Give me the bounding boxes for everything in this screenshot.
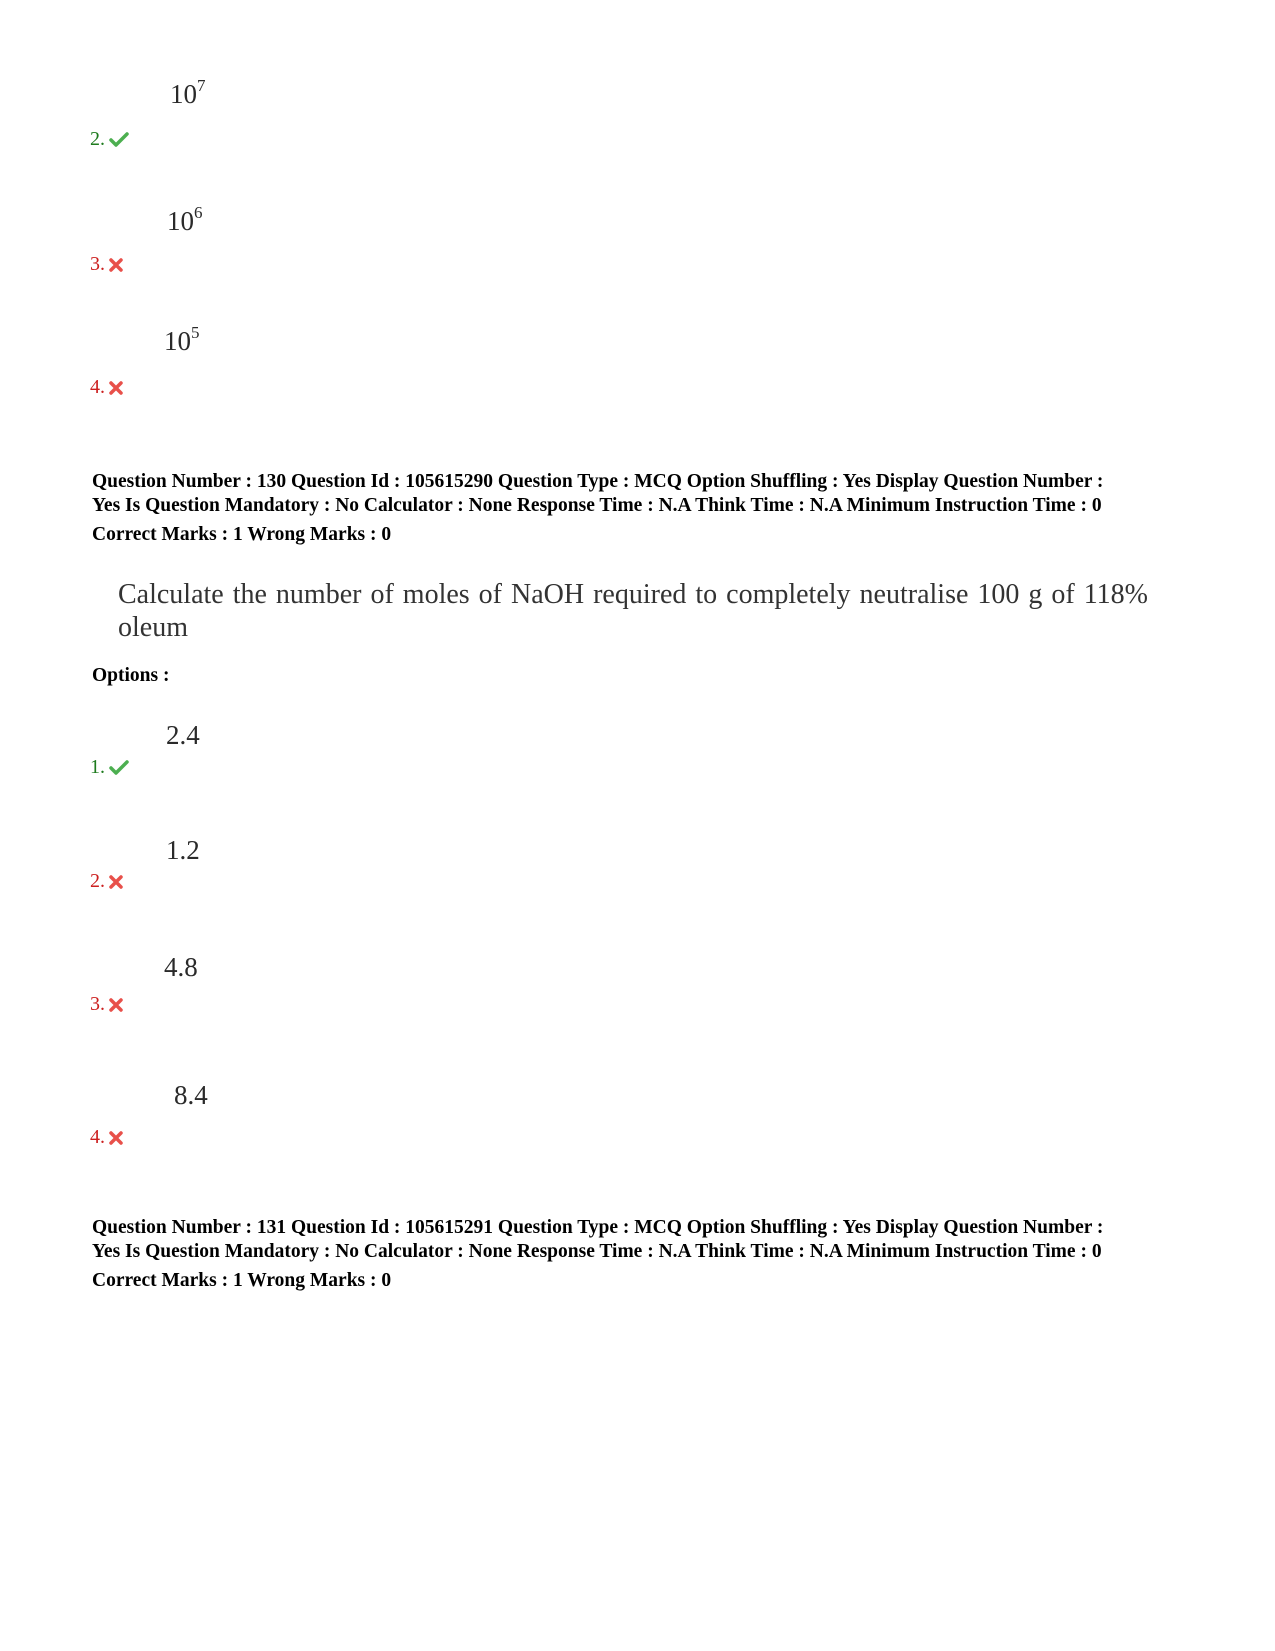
marks-line: Correct Marks : 1 Wrong Marks : 0 xyxy=(92,1270,392,1291)
option-value: $10^7$ xyxy=(170,76,206,109)
check-icon xyxy=(109,759,129,777)
meta-line: Question Number : 131 Question Id : 105615291 Question Type : MCQ Option Shuffling : Yes Display Question Number : xyxy=(92,1217,1104,1238)
option-number: 3. xyxy=(90,993,123,1016)
option-value: 1.2 xyxy=(166,835,200,865)
cross-icon xyxy=(109,1131,123,1145)
cross-icon xyxy=(109,381,123,395)
option-number: 4. xyxy=(90,1126,123,1149)
option-number: 2. xyxy=(90,870,123,893)
meta-line: Yes Is Question Mandatory : No Calculator : None Response Time : N.A Think Time : N.A Minimum Instruction Time : 0 xyxy=(92,1241,1102,1262)
option-number: 4. xyxy=(90,376,123,399)
option-number: 1. xyxy=(90,756,129,779)
option-value: $10^5$ xyxy=(164,323,200,356)
cross-icon xyxy=(109,875,123,889)
cross-icon xyxy=(109,998,123,1012)
meta-line: Question Number : 130 Question Id : 105615290 Question Type : MCQ Option Shuffling : Yes Display Question Number : xyxy=(92,471,1104,492)
marks-line: Correct Marks : 1 Wrong Marks : 0 xyxy=(92,524,392,545)
option-value: 2.4 xyxy=(166,720,200,750)
check-icon xyxy=(109,131,129,149)
question-text: Calculate the number of moles of NaOH required to completely neutralise 100 g of 118% oleum xyxy=(118,579,1148,643)
option-value: 8.4 xyxy=(174,1080,208,1110)
question-meta xyxy=(92,1216,1202,1293)
question-meta xyxy=(92,470,1202,547)
option-value: $10^6$ xyxy=(167,203,203,236)
option-number: 2. xyxy=(90,128,129,151)
meta-line: Yes Is Question Mandatory : No Calculator : None Response Time : N.A Think Time : N.A Minimum Instruction Time : 0 xyxy=(92,495,1102,516)
options-label: Options : xyxy=(92,665,170,686)
option-number: 3. xyxy=(90,253,123,276)
option-value: 4.8 xyxy=(164,952,198,982)
cross-icon xyxy=(109,258,123,272)
